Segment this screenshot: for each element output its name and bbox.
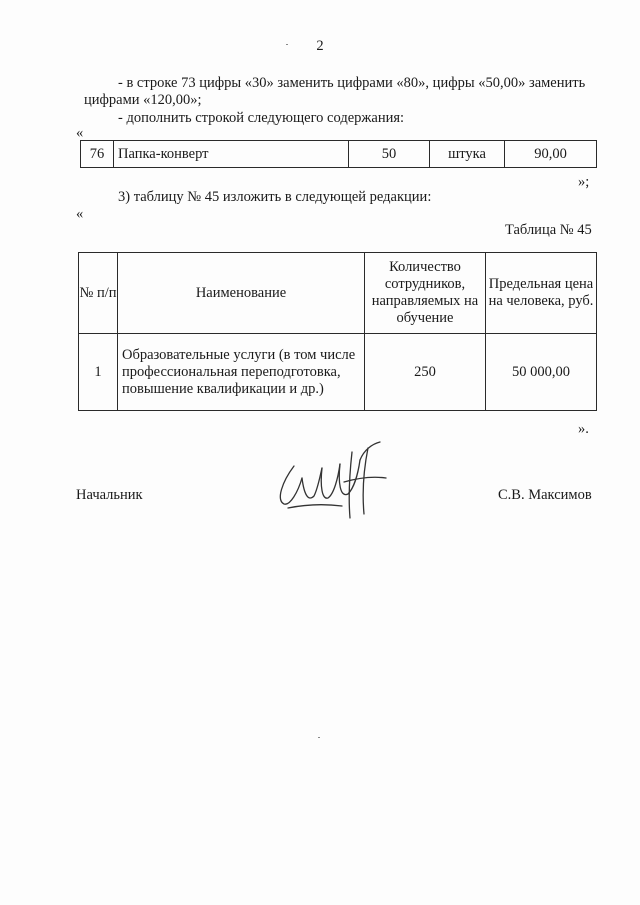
closing-quote: »; xyxy=(578,174,590,190)
header-cell-quantity: Количество сотрудников, направляемых на обучение xyxy=(365,253,486,334)
page-number: 2 xyxy=(316,38,324,54)
table-cell-name: Папка-конверт xyxy=(114,141,349,168)
table-caption: Таблица № 45 xyxy=(505,222,592,238)
table-cell-unit: штука xyxy=(430,141,505,168)
header-cell-name: Наименование xyxy=(118,253,365,334)
table-cell-price: 90,00 xyxy=(505,141,597,168)
handwritten-signature xyxy=(268,438,398,523)
signatory-name: С.В. Максимов xyxy=(498,487,592,503)
paragraph-line: цифрами «120,00»; xyxy=(84,92,202,108)
table-row xyxy=(79,334,597,411)
scan-speck xyxy=(286,44,288,45)
opening-quote: « xyxy=(76,125,84,141)
paragraph-line: - дополнить строкой следующего содержания: xyxy=(118,110,405,126)
table-row xyxy=(81,141,597,168)
table-cell-quantity: 250 xyxy=(365,334,486,411)
paragraph-line: 3) таблицу № 45 изложить в следующей редакции: xyxy=(118,189,432,205)
scan-speck xyxy=(318,737,320,738)
added-row-table xyxy=(80,140,597,168)
table-cell-name: Образовательные услуги (в том числе профессиональная переподготовка, повышение квалификации и др.) xyxy=(118,334,365,411)
signatory-position: Начальник xyxy=(76,487,143,503)
table-cell-quantity: 50 xyxy=(349,141,430,168)
table-cell-number: 76 xyxy=(81,141,114,168)
paragraph-line: - в строке 73 цифры «30» заменить цифрами «80», цифры «50,00» заменить xyxy=(118,75,586,91)
table-45 xyxy=(78,252,597,411)
table-cell-price: 50 000,00 xyxy=(486,334,597,411)
table-cell-number: 1 xyxy=(79,334,118,411)
header-cell-number: № п/п xyxy=(79,253,118,334)
header-cell-price: Предельная цена на человека, руб. xyxy=(486,253,597,334)
closing-quote: ». xyxy=(578,421,589,437)
opening-quote: « xyxy=(76,206,84,222)
table-header-row xyxy=(79,253,597,334)
